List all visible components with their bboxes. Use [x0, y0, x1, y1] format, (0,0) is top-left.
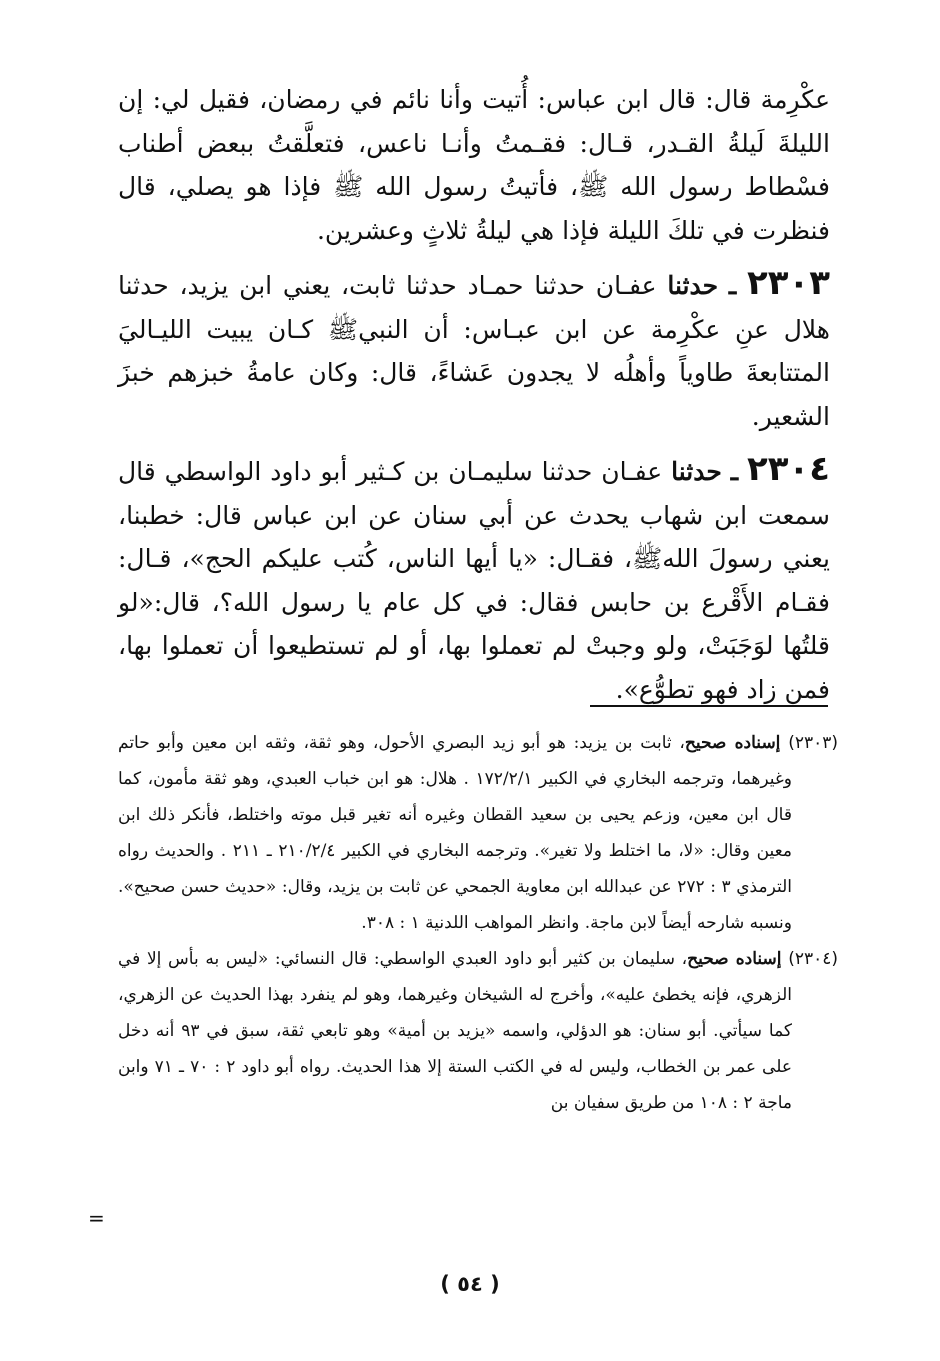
- hadith-text: عفـان حدثنا سليمـان بن كـثير أبو داود الواسطي قال سمعت ابن شهاب يحدث عن أبي سنان عن ابن عباس قال: خطبنا، يعني رسولَ اللهﷺ، فقـال: «يا أيها الناس، كُتب عليكم الحج»، قـال: فقـام الأَقْرع بن حابس فقال: في كل عام يا رسول الله؟، قال:«لو قلتُها لوَجَبَتْ، ولو وجبتْ لم تعملوا بها، أو لم تستطيعوا أن تعملوا بها، فمن زاد فهو تطوُّع».: [118, 457, 830, 704]
- footnote-number: (٢٣٠٣): [788, 733, 839, 753]
- footnote-2304: [118, 941, 838, 1121]
- hadith-2304: [118, 448, 830, 711]
- continuation-mark: =: [88, 1206, 105, 1230]
- footnotes-block: [118, 725, 838, 1121]
- footnote-keyword: إسناده صحيح: [687, 949, 782, 969]
- hadith-2303: [118, 262, 830, 438]
- hadith-keyword: حدثنا: [667, 271, 719, 300]
- hadith-separator: ـ: [730, 457, 739, 486]
- footnote-keyword: إسناده صحيح: [684, 733, 781, 753]
- page-number: ( ٥٤ ): [440, 1272, 500, 1296]
- footnote-2303: [118, 725, 838, 941]
- hadith-separator: ـ: [728, 271, 737, 300]
- footnote-text: ، سليمان بن كثير أبو داود العبدي الواسطي: قال النسائي: «ليس به بأس إلا في الزهري، فإنه يخطئ عليه»، وأخرج له الشيخان وغيرهما، وهو لم ينفرد بهذا الحديث عن الزهري، كما سيأتي. أبو سنان: هو الدؤلي، واسمه «يزيد بن أمية» وهو تابعي ثقة، سبق في ٩٣ أنه دخل على عمر بن الخطاب، وليس له في الكتب الستة إلا هذا الحديث. رواه أبو داود ٢ : ٧٠ ـ ٧١ وابن ماجة ٢ : ١٠٨ من طريق سفيان بن: [118, 949, 792, 1113]
- hadith-text: عفـان حدثنا حمـاد حدثنا ثابت، يعني ابن يزيد، حدثنا هلال عنِ عكْرِمة عن ابن عبـاس: أن النبيﷺ كـان يبيت الليـاليَ المتتابعةَ طاوياً وأهلُه لا يجدون عَشاءً، قال: وكان عامةُ خبزهم خبزَ الشعير.: [118, 271, 830, 431]
- main-text-block: [118, 78, 830, 711]
- footnote-number: (٢٣٠٤): [788, 949, 838, 969]
- paragraph-continuation: عكْرِمة قال: قال ابن عباس: أُتيت وأنا نائم في رمضان، فقيل لي: إن الليلةَ لَيلةُ القـدر، قـال: فقـمتُ وأنـا ناعس، فتعلَّقتُ ببعض أطناب فسْطاط رسول الله ﷺ، فأتيتُ رسول الله ﷺ فإذا هو يصلي، قال فنظرت في تلكَ الليلة فإذا هي ليلةُ ثلاثٍ وعشرين.: [118, 85, 830, 245]
- footnote-divider: [590, 705, 828, 707]
- footnote-text: ، ثابت بن يزيد: هو أبو زيد البصري الأحول، وهو ثقة، وثقه ابن معين وأبو حاتم وغيرهما، وترجمه البخاري في الكبير ١٧٢/٢/١ . هلال: هو ابن خباب العبدي، وهو ثقة مأمون، كما قال ابن معين، وزعم يحيى بن سعيد القطان وغيره أنه تغير قبل موته واختلط، فأنكر ذلك ابن معين وقال: «لا، ما اختلط ولا تغير». وترجمه البخاري في الكبير ٢١٠/٢/٤ ـ ٢١١ . والحديث رواه الترمذي ٣ : ٢٧٢ عن عبدالله ابن معاوية الجمحي عن ثابت بن يزيد، وقال: «حديث حسن صحيح». ونسبه شارحه أيضاً لابن ماجة. وانظر المواهب اللدنية ١ : ٣٠٨.: [118, 733, 792, 933]
- hadith-number: ٢٣٠٤: [747, 449, 831, 489]
- hadith-number: ٢٣٠٣: [747, 263, 831, 303]
- hadith-keyword: حدثنا: [671, 457, 722, 486]
